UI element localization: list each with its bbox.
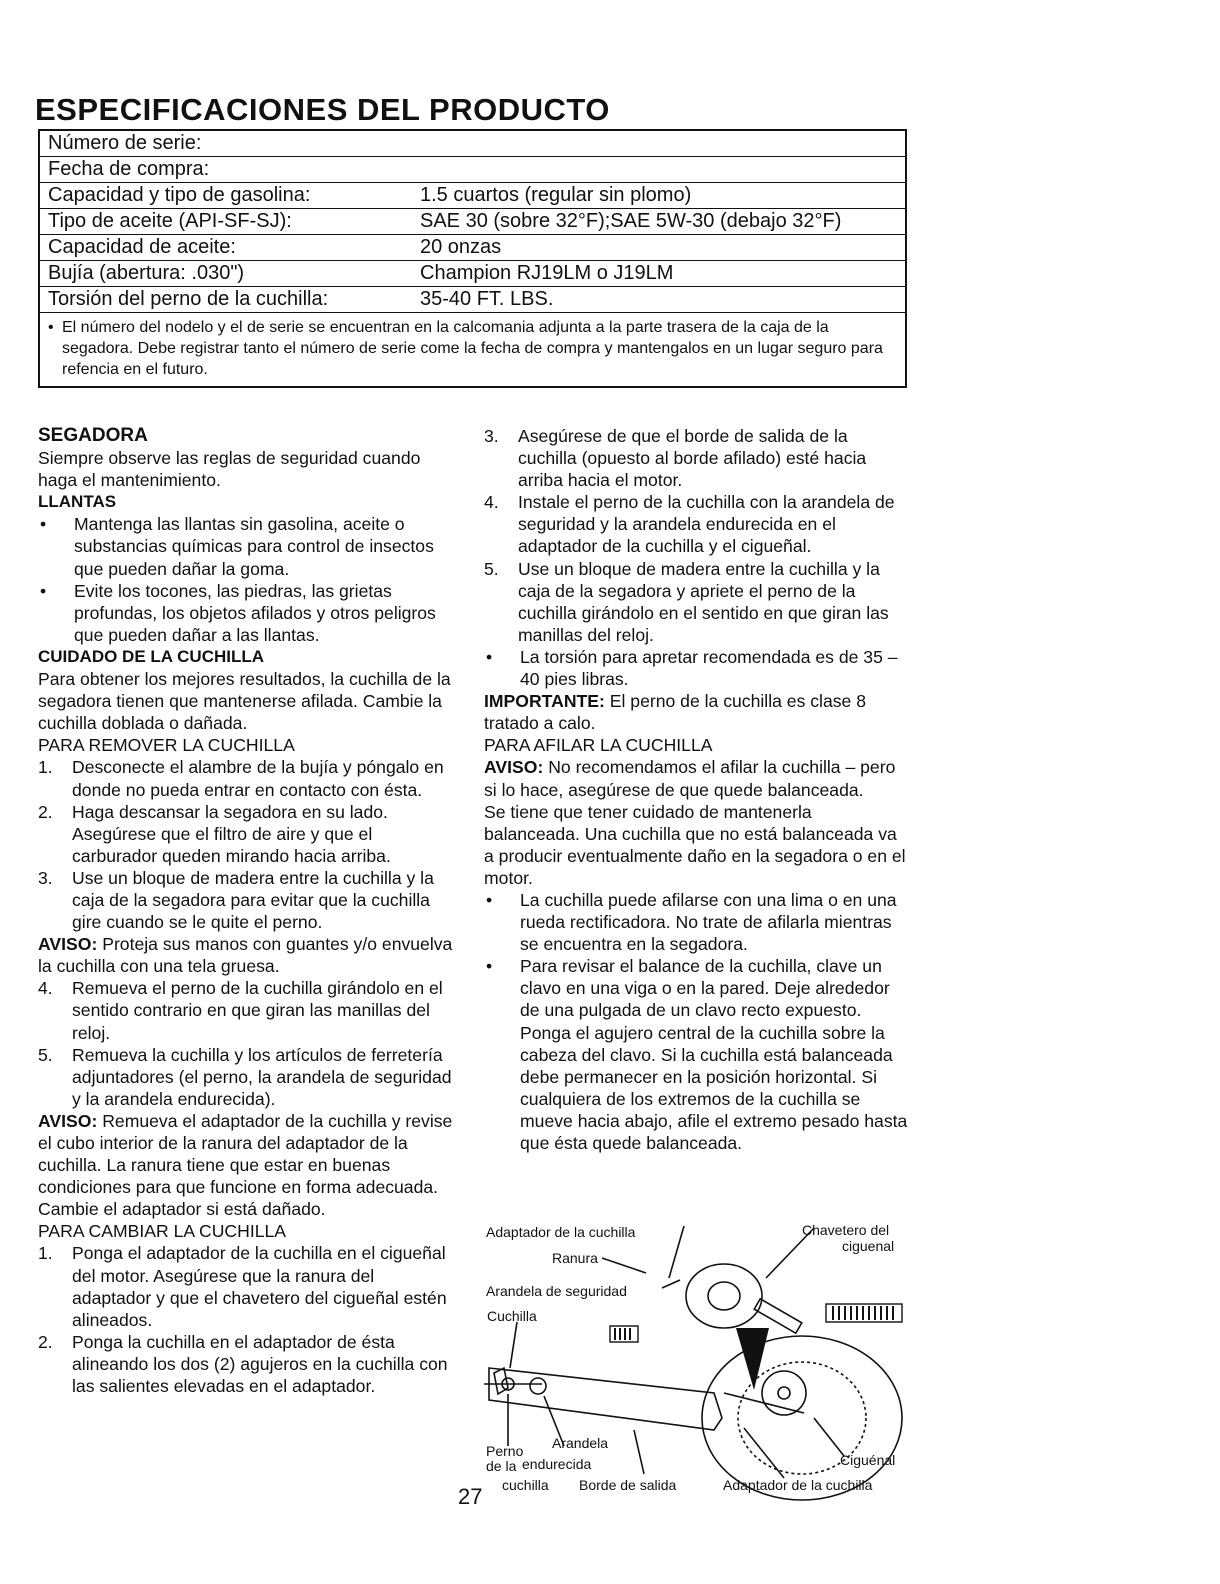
spec-row-bujia: [40, 261, 905, 287]
importante-note: IMPORTANTE: El perno de la cuchilla es clase 8 tratado a calo.: [484, 691, 867, 734]
spec-row-serie: [40, 131, 905, 157]
spec-row-fecha: [40, 157, 905, 183]
spec-label: Capacidad y tipo de gasolina:: [48, 184, 311, 206]
llantas-heading: LLANTAS: [38, 492, 117, 512]
spec-label: Torsión del perno de la cuchilla:: [48, 288, 329, 310]
segadora-heading: SEGADORA: [38, 425, 148, 446]
spec-row-capacidad-aceite: [40, 235, 905, 261]
list-item: • La torsión para apretar recomendada es de 35 – 40 pies libras.: [486, 646, 898, 690]
spec-label: Capacidad de aceite:: [48, 236, 236, 258]
wheel-outline: [702, 1336, 902, 1500]
list-item: 2. Ponga la cuchilla en el adaptador de ésta alineando los dos (2) agujeros en la cuchilla con las salientes elevadas en el adaptador.: [38, 1331, 448, 1397]
label-arandela: Arandela: [552, 1435, 609, 1451]
bullet-icon: •: [48, 319, 54, 336]
bullet-icon: •: [40, 580, 47, 601]
list-item: 5. Use un bloque de madera entre la cuchilla y la caja de la segadora y apriete el perno de la cuchilla girándolo en el sentido en que giran las manillas del reloj.: [484, 558, 889, 645]
spec-value: 20 onzas: [420, 236, 502, 258]
arrow-icon: [736, 1328, 769, 1390]
list-item: 1. Ponga el adaptador de la cuchilla en el cigueñal del motor. Asegúrese que la ranura del adaptador y que el chavetero del cigueñal estén alineados.: [38, 1243, 447, 1330]
adapter-hole: [708, 1282, 740, 1310]
right-column: [484, 425, 909, 1154]
label-perno-3: cuchilla: [502, 1477, 549, 1493]
balance-text: Se tiene que tener cuidado de mantenerla balanceada. Una cuchilla que no está balanceada va a producir eventualmente daño en la segadora o en el motor.: [484, 801, 906, 888]
list-item: 4. Remueva el perno de la cuchilla girándolo en el sentido contrario en que giran las manillas del reloj.: [38, 978, 443, 1043]
spec-label: Tipo de aceite (API-SF-SJ):: [48, 210, 292, 232]
spec-label: Bujía (abertura: .030"): [48, 262, 245, 284]
label-endurecida: endurecida: [522, 1456, 592, 1472]
cambiar-heading: PARA CAMBIAR LA CUCHILLA: [38, 1221, 287, 1242]
page-number: 27: [458, 1484, 483, 1509]
list-item: • Mantenga las llantas sin gasolina, aceite o substancias químicas para control de insectos que pueden dañar la goma.: [40, 514, 434, 579]
spec-value: 1.5 cuartos (regular sin plomo): [420, 184, 692, 206]
bullet-icon: •: [40, 514, 47, 535]
bullet-icon: •: [486, 956, 493, 977]
spec-note: • El número del nodelo y el de serie se encuentran en la calcomania adjunta a la parte trasera de la caja de la segadora. Debe registrar tanto el número de serie come la fecha de compra y mantengalos en un lugar seguro para refencia en el futuro.: [48, 319, 883, 378]
label-cuchilla: Cuchilla: [487, 1308, 537, 1324]
label-chavetero-2: ciguenal: [842, 1238, 895, 1254]
label-perno-2: de la: [486, 1458, 517, 1474]
segadora-text: Siempre observe las reglas de seguridad cuando haga el mantenimiento.: [38, 448, 421, 491]
list-item: 1. Desconecte el alambre de la bujía y póngalo en donde no pueda entrar en contacto con ésta.: [38, 757, 444, 800]
bullet-icon: •: [486, 889, 493, 910]
afilar-heading: PARA AFILAR LA CUCHILLA: [484, 735, 713, 756]
label-chavetero: Chavetero del: [802, 1222, 890, 1238]
label-ranura: Ranura: [552, 1250, 598, 1266]
cuidado-heading: CUIDADO DE LA CUCHILLA: [38, 646, 265, 666]
list-item: 5. Remueva la cuchilla y los artículos de ferretería adjuntadores (el perno, la arandela de seguridad y la arandela endurecida).: [38, 1044, 452, 1109]
list-item: 3. Asegúrese de que el borde de salida de la cuchilla (opuesto al borde afilado) esté hacia arriba hacia el motor.: [484, 426, 867, 491]
label-adaptador-top: Adaptador de la cuchilla: [486, 1224, 636, 1240]
list-item: 4. Instale el perno de la cuchilla con la arandela de seguridad y la arandela endurecida en el adaptador de la cuchilla y el cigueñal.: [484, 492, 895, 557]
spec-label: Número de serie:: [48, 132, 202, 154]
spec-value: SAE 30 (sobre 32°F);SAE 5W-30 (debajo 32°F): [420, 210, 842, 232]
spec-value: 35-40 FT. LBS.: [420, 288, 554, 310]
aviso-2: AVISO: Remueva el adaptador de la cuchilla y revise el cubo interior de la ranura del adaptador de la cuchilla. La ranura tiene que estar en buenas condiciones para que funcione en forma adecuada. Cambie el adaptador si está dañado.: [38, 1110, 453, 1220]
page-title: ESPECIFICACIONES DEL PRODUCTO: [35, 92, 610, 127]
list-item: • Evite los tocones, las piedras, las grietas profundas, los objetos afilados y otros peligros que pueden dañar a las llantas.: [40, 580, 436, 645]
spec-row-gasolina: [40, 183, 905, 209]
label-adaptador-bottom: Adaptador de la cuchilla: [723, 1477, 873, 1493]
aviso-1: AVISO: Proteja sus manos con guantes y/o envuelva la cuchilla con una tela gruesa.: [38, 934, 453, 977]
spec-table: [38, 129, 907, 388]
cuidado-text: Para obtener los mejores resultados, la cuchilla de la segadora tienen que mantenerse afilada. Cambie la cuchilla doblada o dañada.: [38, 669, 451, 734]
remover-heading: PARA REMOVER LA CUCHILLA: [38, 735, 295, 756]
blade-drawing: [489, 1368, 722, 1430]
left-column: [38, 425, 458, 1397]
blade-assembly-diagram: [484, 1218, 909, 1503]
label-borde: Borde de salida: [579, 1477, 677, 1493]
hardened-washer-drawing: [530, 1378, 546, 1394]
list-item: • Para revisar el balance de la cuchilla, clave un clavo en una viga o en la pared. Deje alrededor de una pulgada de un clavo recto expuesto. Ponga el agujero central de la cuchilla sobre la cabeza del clavo. Si la cuchilla está balanceada debe permanecer en la posición horizontal. Si cualquiera de los extremos de la cuchilla se mueve hacia abajo, afile el extremo pesado hasta que ésta quede balanceada.: [486, 956, 908, 1153]
list-item: • La cuchilla puede afilarse con una lima o en una rueda rectificadora. No trate de afilarla mientras se encuentra en la segadora.: [486, 889, 897, 955]
adapter-drawing: [686, 1264, 762, 1328]
spec-row-torsion: [40, 287, 905, 313]
spec-label: Fecha de compra:: [48, 158, 210, 180]
label-ciguenal: Ciguénal: [840, 1452, 896, 1468]
bullet-icon: •: [486, 646, 493, 667]
list-item: 2. Haga descansar la segadora en su lado. Asegúrese que el filtro de aire y que el carburador queden mirando hacia arriba.: [38, 801, 391, 866]
aviso-3: AVISO: No recomendamos el afilar la cuchilla – pero si lo hace, asegúrese de que quede balanceada.: [484, 757, 896, 800]
spec-row-aceite: [40, 209, 905, 235]
spec-value: Champion RJ19LM o J19LM: [420, 262, 674, 284]
list-item: 3. Use un bloque de madera entre la cuchilla y la caja de la segadora para evitar que la cuchilla gire cuando se le quite el perno.: [38, 867, 434, 933]
label-arandela-seguridad: Arandela de seguridad: [486, 1283, 627, 1299]
label-perno: Perno: [486, 1443, 524, 1459]
